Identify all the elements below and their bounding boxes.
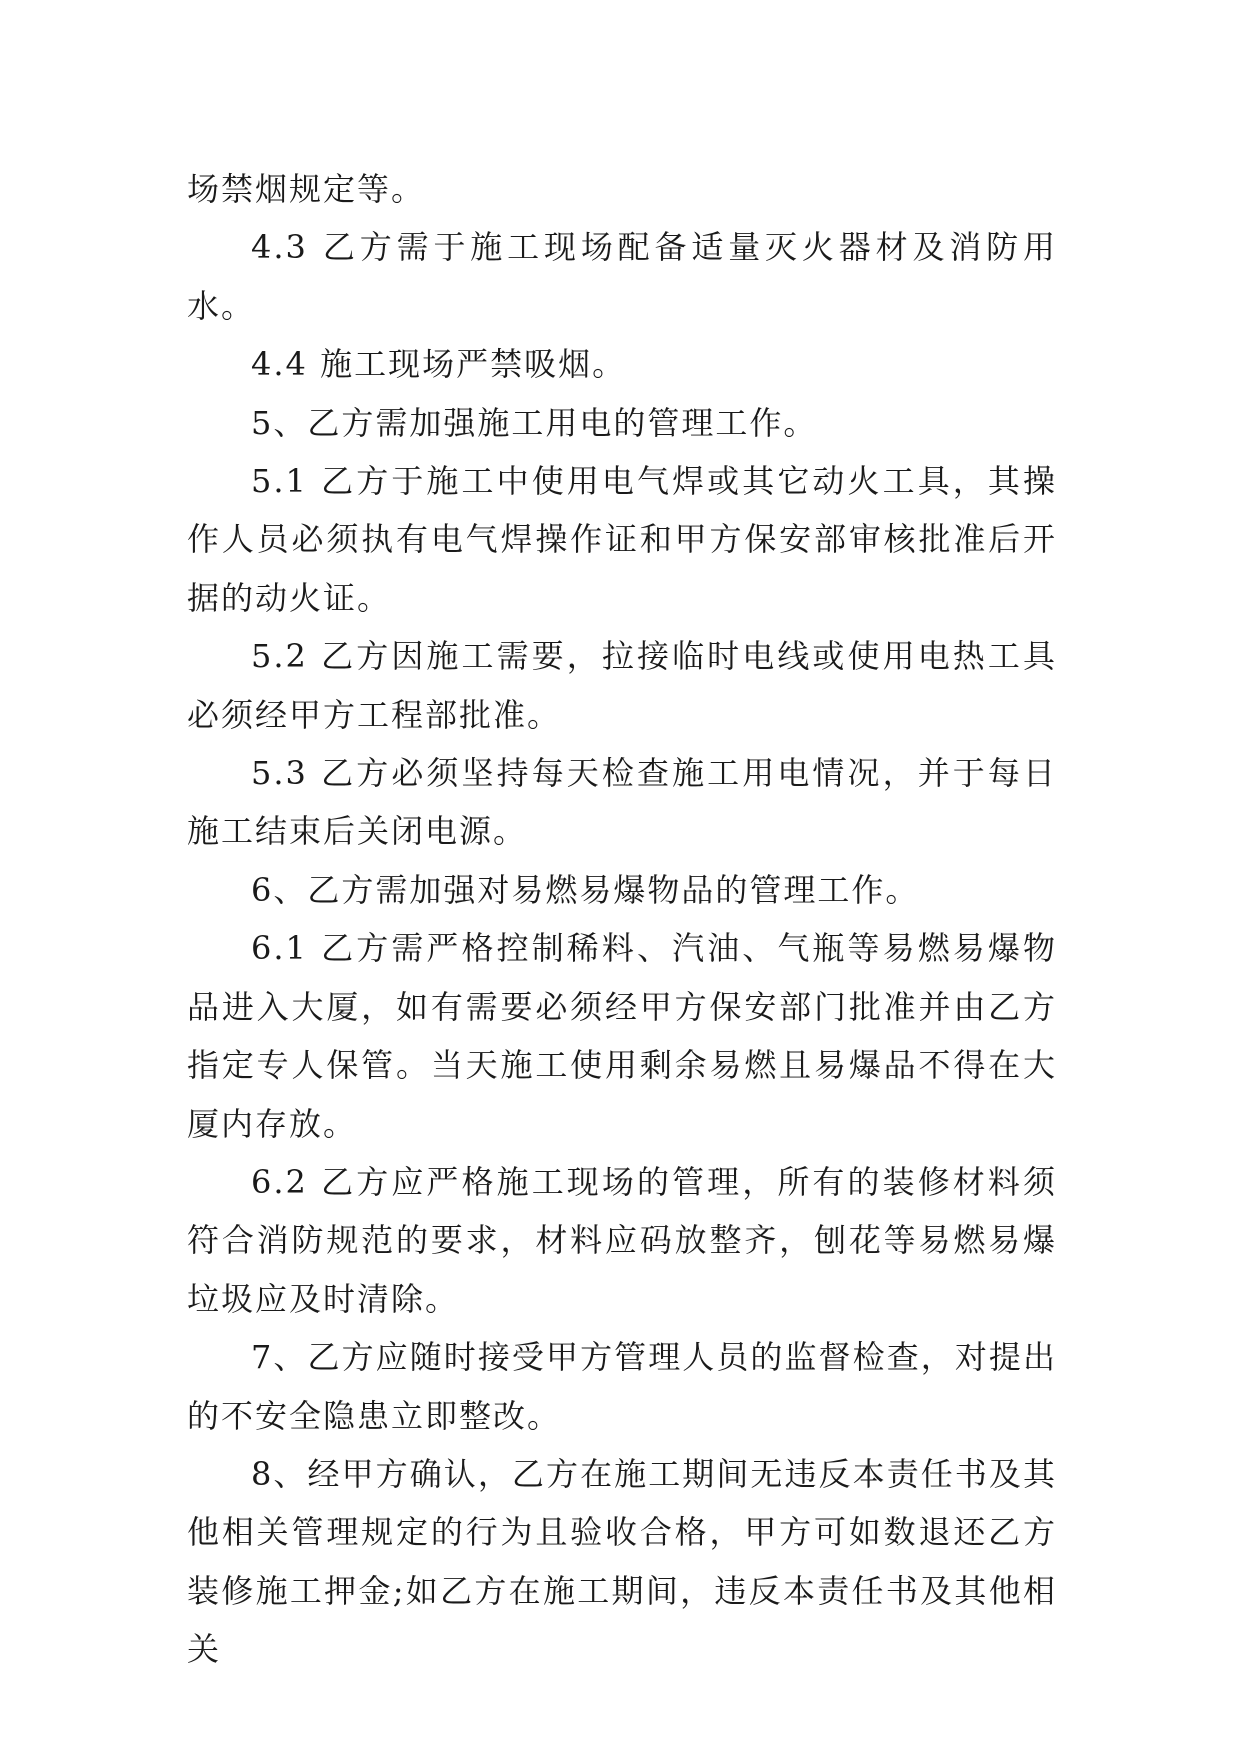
- paragraph-6-1: 6.1 乙方需严格控制稀料、汽油、气瓶等易燃易爆物品进入大厦，如有需要必须经甲方保安部门批准并由乙方指定专人保管。当天施工使用剩余易燃且易爆品不得在大厦内存放。: [187, 929, 1057, 1143]
- paragraph-fire-rules-end: 场禁烟规定等。: [187, 170, 426, 208]
- document-body: [187, 160, 1057, 1679]
- paragraph-5: 5、乙方需加强施工用电的管理工作。: [251, 403, 818, 442]
- paragraph-4-3: 4.3 乙方需于施工现场配备适量灭火器材及消防用水。: [187, 228, 1057, 325]
- paragraph-5-1: 5.1 乙方于施工中使用电气焊或其它动火工具，其操作人员必须执有电气焊操作证和甲方保安部审核批准后开据的动火证。: [187, 462, 1057, 617]
- paragraph-5-2: 5.2 乙方因施工需要，拉接临时电线或使用电热工具必须经甲方工程部批准。: [187, 637, 1057, 734]
- paragraph-5-3: 5.3 乙方必须坚持每天检查施工用电情况，并于每日施工结束后关闭电源。: [187, 754, 1057, 851]
- paragraph-7: 7、乙方应随时接受甲方管理人员的监督检查，对提出的不安全隐患立即整改。: [187, 1338, 1057, 1435]
- paragraph-8: 8、经甲方确认，乙方在施工期间无违反本责任书及其他相关管理规定的行为且验收合格，甲方可如数退还乙方装修施工押金;如乙方在施工期间，违反本责任书及其他相关: [187, 1454, 1057, 1669]
- paragraph-4-4: 4.4 施工现场严禁吸烟。: [251, 345, 627, 384]
- paragraph-6: 6、乙方需加强对易燃易爆物品的管理工作。: [251, 870, 920, 909]
- paragraph-6-2: 6.2 乙方应严格施工现场的管理，所有的装修材料须符合消防规范的要求，材料应码放整齐，刨花等易燃易爆垃圾应及时清除。: [187, 1162, 1057, 1318]
